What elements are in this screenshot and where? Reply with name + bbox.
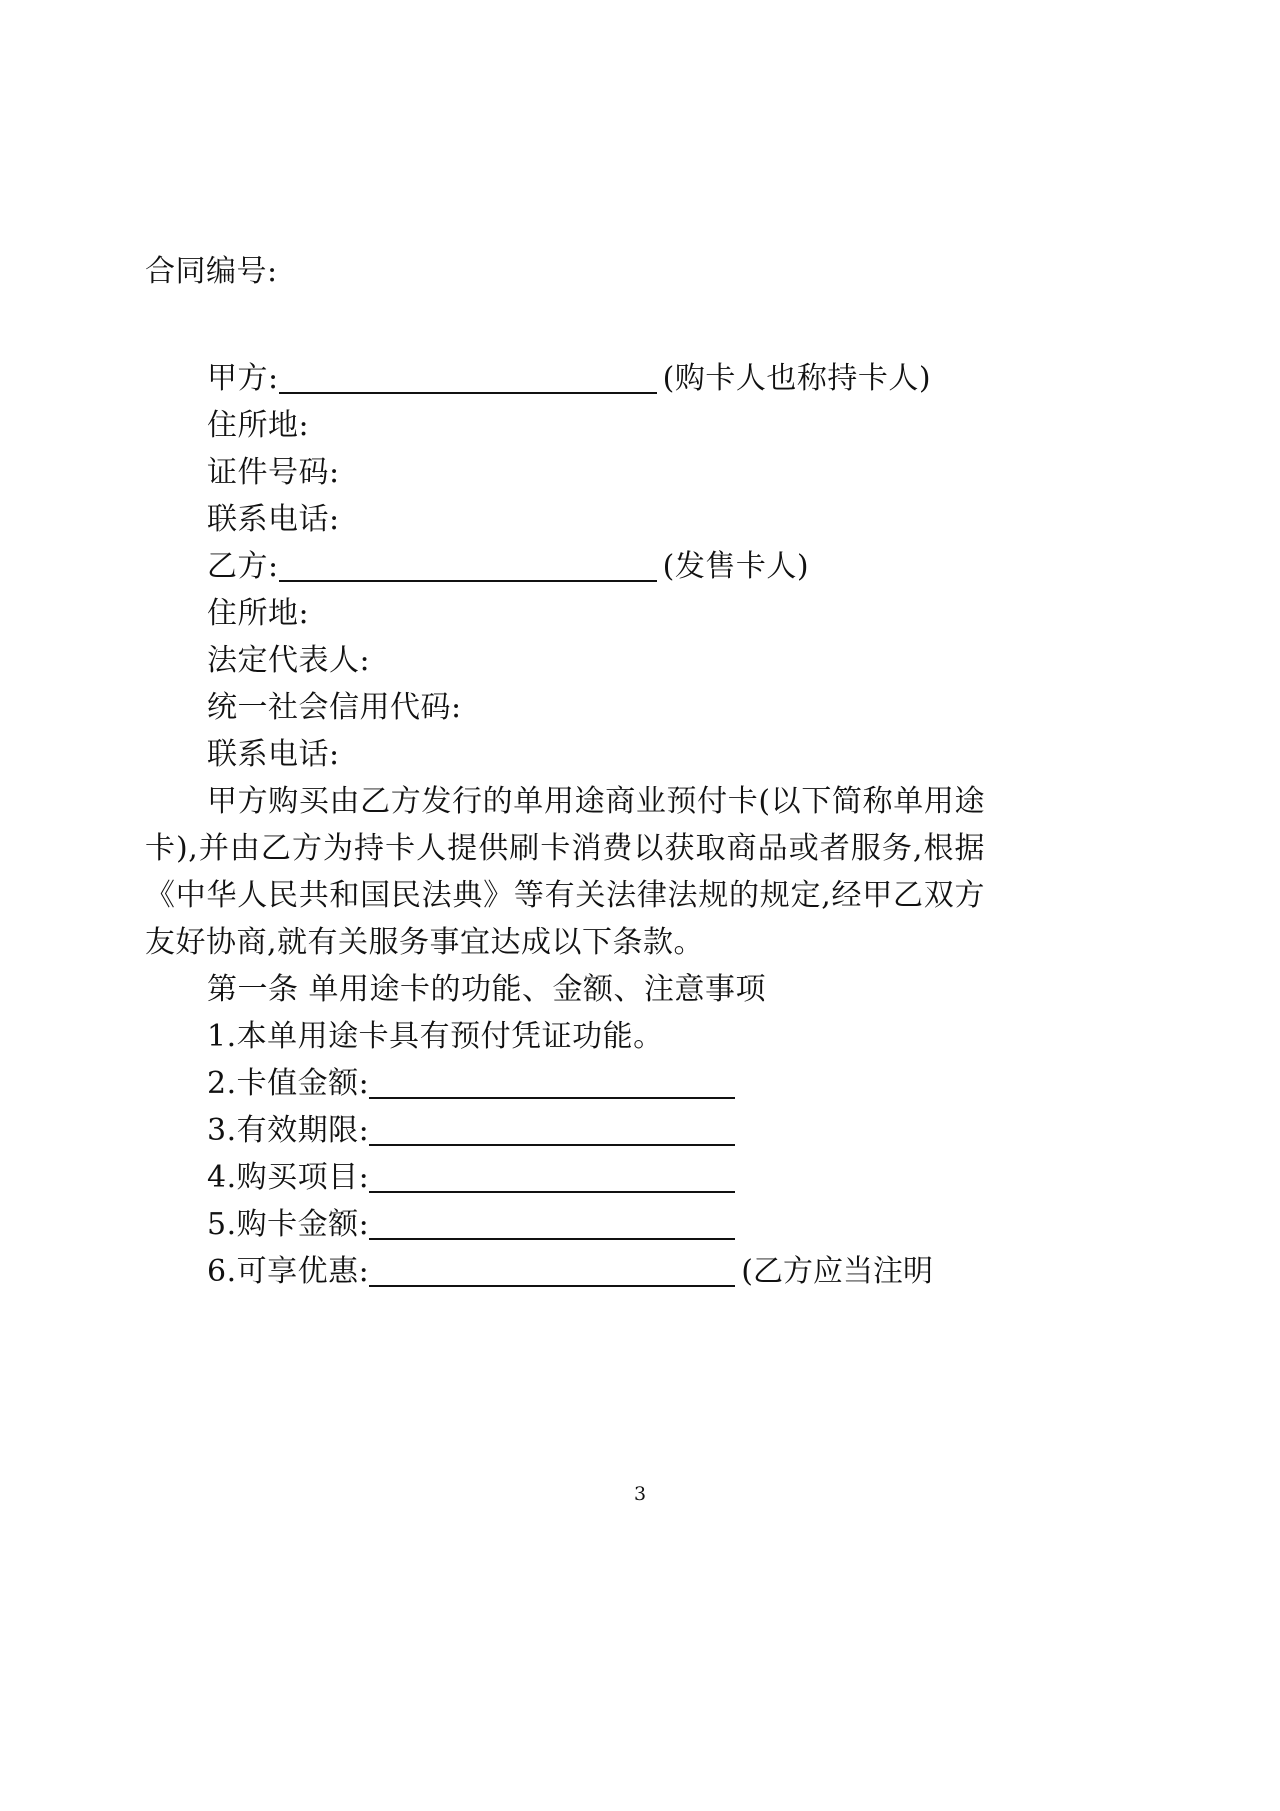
spacer [145,295,990,355]
party-b-blank[interactable] [279,554,657,582]
article-one-item-3 [207,1107,990,1154]
item-3-label: 有效期限: [236,1113,370,1148]
party-a-label: 甲方: [207,361,279,396]
party-b-line [207,543,990,590]
party-b-legal-rep-label: 法定代表人: [207,643,371,678]
item-1-number: 1. [207,1019,237,1054]
party-b-credit-code-label: 统一社会信用代码: [207,690,462,725]
party-b-address-label: 住所地: [207,596,310,631]
party-a-id-label: 证件号码: [207,455,340,490]
item-2-number: 2. [207,1066,237,1101]
party-b-legal-rep-line [207,637,990,684]
preamble-paragraph: 甲方购买由乙方发行的单用途商业预付卡(以下简称单用途卡),并由乙方为持卡人提供刷卡消费以获取商品或者服务,根据《中华人民共和国民法典》等有关法律法规的规定,经甲乙双方友好协商,就有关服务事宜达成以下条款。 [145,784,985,960]
article-one-heading: 第一条 单用途卡的功能、金额、注意事项 [207,972,767,1007]
item-1-label: 本单用途卡具有预付凭证功能。 [236,1019,664,1054]
party-b-phone-line [207,731,990,778]
item-4-blank[interactable] [369,1165,735,1193]
item-4-label: 购买项目: [236,1160,370,1195]
item-6-tail: (乙方应当注明 [741,1254,933,1289]
party-b-label: 乙方: [207,549,279,584]
party-a-note: (购卡人也称持卡人) [662,361,932,396]
item-4-number: 4. [207,1160,237,1195]
item-5-blank[interactable] [369,1212,735,1240]
party-b-credit-code-line [207,684,990,731]
item-5-label: 购卡金额: [236,1207,370,1242]
item-6-blank[interactable] [369,1259,735,1287]
party-a-id-line [207,449,990,496]
article-one-item-5 [207,1201,990,1248]
document-body [145,248,990,1295]
contract-number-label: 合同编号: [145,254,278,289]
party-a-address-line [207,402,990,449]
item-3-blank[interactable] [369,1118,735,1146]
party-b-note: (发售卡人) [662,549,810,584]
party-b-address-line [207,590,990,637]
item-6-label: 可享优惠: [236,1254,370,1289]
article-one-item-1 [207,1013,990,1060]
party-a-address-label: 住所地: [207,408,310,443]
item-5-number: 5. [207,1207,237,1242]
party-a-line [207,355,990,402]
party-a-blank[interactable] [279,366,657,394]
contract-number-line [145,248,990,295]
item-2-label: 卡值金额: [236,1066,370,1101]
party-a-phone-label: 联系电话: [207,502,340,537]
item-2-blank[interactable] [369,1071,735,1099]
party-b-phone-label: 联系电话: [207,737,340,772]
article-one-item-2 [207,1060,990,1107]
page-number: 3 [633,1483,647,1505]
article-one-item-6 [207,1248,990,1295]
article-one-item-4 [207,1154,990,1201]
item-6-number: 6. [207,1254,237,1289]
party-a-phone-line [207,496,990,543]
item-3-number: 3. [207,1113,237,1148]
